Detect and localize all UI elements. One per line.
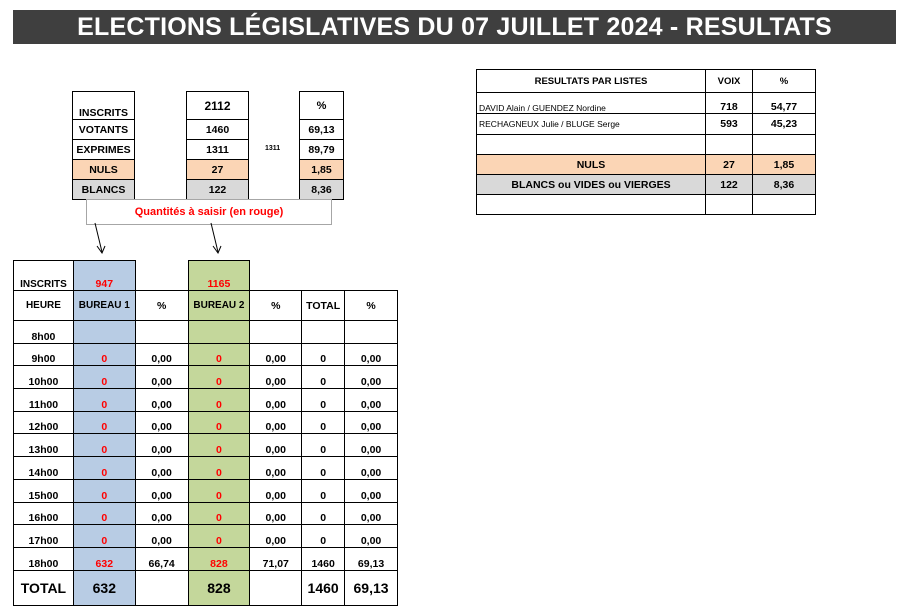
summary-value: 27: [187, 160, 249, 180]
hour-cell-b1: 0: [73, 343, 135, 366]
hour-cell-t: 1460: [302, 547, 345, 570]
hour-cell-t: 0: [302, 479, 345, 502]
summary-label: BLANCS: [73, 180, 135, 200]
hour-cell-p1: 0,00: [135, 411, 188, 434]
hour-cell-b2: 0: [188, 389, 250, 412]
hour-cell-b2: 0: [188, 457, 250, 480]
blank-cell: [135, 570, 188, 605]
list-name: DAVID Alain / GUENDEZ Nordine: [477, 93, 706, 114]
blank-cell: [477, 135, 706, 155]
summary-label: INSCRITS: [73, 92, 135, 120]
hour-cell-h: 15h00: [14, 479, 74, 502]
header-bureau2: BUREAU 2: [188, 291, 250, 321]
hour-cell-h: 13h00: [14, 434, 74, 457]
hour-cell-b2: 828: [188, 547, 250, 570]
blank-cell: [477, 195, 706, 215]
hour-cell-pt: 0,00: [345, 389, 398, 412]
hour-row: [14, 502, 398, 525]
summary-value: 1311: [187, 140, 249, 160]
list-pct: 54,77: [753, 93, 816, 114]
hour-cell-b2: 0: [188, 502, 250, 525]
hour-cell-p2: 0,00: [250, 457, 302, 480]
hour-cell-b1: 0: [73, 434, 135, 457]
hour-cell-pt: 0,00: [345, 479, 398, 502]
nuls-voix: 27: [706, 155, 753, 175]
total-t: 1460: [302, 570, 345, 605]
hour-cell-b2: 0: [188, 366, 250, 389]
arrow-icon: [90, 222, 110, 258]
hour-cell-p1: 0,00: [135, 343, 188, 366]
hour-cell-h: 18h00: [14, 547, 74, 570]
summary-label: EXPRIMES: [73, 140, 135, 160]
hour-cell-p2: 0,00: [250, 366, 302, 389]
hour-cell-b2: 0: [188, 525, 250, 548]
hour-cell-t: [302, 321, 345, 344]
summary-value: 2112: [187, 92, 249, 120]
list-pct: 45,23: [753, 114, 816, 135]
total-label: TOTAL: [14, 570, 74, 605]
stray-value: 1311: [265, 145, 281, 152]
summary-value: 1460: [187, 120, 249, 140]
hour-cell-b1: 0: [73, 525, 135, 548]
nuls-label: NULS: [477, 155, 706, 175]
hourly-table: [13, 260, 398, 606]
header-heure: HEURE: [14, 291, 74, 321]
hour-cell-pt: 0,00: [345, 502, 398, 525]
hour-cell-pt: 0,00: [345, 525, 398, 548]
header-pct: %: [345, 291, 398, 321]
summary-values-table: [186, 91, 249, 200]
header-total: TOTAL: [302, 291, 345, 321]
hour-cell-p2: 0,00: [250, 525, 302, 548]
hour-cell-p1: 0,00: [135, 389, 188, 412]
hour-cell-h: 10h00: [14, 366, 74, 389]
summary-pct: 69,13: [300, 120, 344, 140]
hour-cell-h: 12h00: [14, 411, 74, 434]
hour-row: [14, 321, 398, 344]
hour-cell-h: 16h00: [14, 502, 74, 525]
summary-pct-header: %: [300, 92, 344, 120]
arrow-icon: [206, 222, 226, 258]
hour-cell-b1: 632: [73, 547, 135, 570]
header-bureau1: BUREAU 1: [73, 291, 135, 321]
blank-cell: [250, 261, 302, 291]
hour-row: [14, 547, 398, 570]
hour-row: [14, 525, 398, 548]
total-b1: 632: [73, 570, 135, 605]
hour-cell-pt: 0,00: [345, 366, 398, 389]
hour-cell-pt: 69,13: [345, 547, 398, 570]
hour-cell-p1: 0,00: [135, 457, 188, 480]
list-voix: 593: [706, 114, 753, 135]
summary-label: VOTANTS: [73, 120, 135, 140]
summary-label: NULS: [73, 160, 135, 180]
hour-cell-p1: 0,00: [135, 366, 188, 389]
summary-labels-table: [72, 91, 135, 200]
hour-row: [14, 457, 398, 480]
blancs-label: BLANCS ou VIDES ou VIERGES: [477, 175, 706, 195]
inscrits-label: INSCRITS: [14, 261, 74, 291]
hour-cell-b2: 0: [188, 479, 250, 502]
blank-cell: [302, 261, 345, 291]
inscrits-b2: 1165: [188, 261, 250, 291]
hour-cell-h: 11h00: [14, 389, 74, 412]
hour-cell-pt: 0,00: [345, 343, 398, 366]
hour-cell-p1: 0,00: [135, 479, 188, 502]
results-header-list: RESULTATS PAR LISTES: [477, 70, 706, 93]
hour-cell-p2: 0,00: [250, 479, 302, 502]
hour-cell-t: 0: [302, 502, 345, 525]
hour-cell-t: 0: [302, 457, 345, 480]
blank-cell: [753, 135, 816, 155]
hour-cell-b1: 0: [73, 457, 135, 480]
hour-cell-t: 0: [302, 411, 345, 434]
hour-cell-b2: [188, 321, 250, 344]
blank-cell: [706, 135, 753, 155]
hour-row: [14, 434, 398, 457]
blank-cell: [345, 261, 398, 291]
hour-cell-p1: 0,00: [135, 434, 188, 457]
hour-cell-h: 14h00: [14, 457, 74, 480]
blank-cell: [135, 261, 188, 291]
blancs-pct: 8,36: [753, 175, 816, 195]
hour-cell-b1: [73, 321, 135, 344]
total-pt: 69,13: [345, 570, 398, 605]
hour-cell-b1: 0: [73, 366, 135, 389]
blank-cell: [250, 570, 302, 605]
summary-pct: 8,36: [300, 180, 344, 200]
list-voix: 718: [706, 93, 753, 114]
hour-cell-p2: 0,00: [250, 343, 302, 366]
blank-cell: [706, 195, 753, 215]
hour-cell-t: 0: [302, 434, 345, 457]
hour-cell-t: 0: [302, 343, 345, 366]
inscrits-b1: 947: [73, 261, 135, 291]
hour-cell-p2: 71,07: [250, 547, 302, 570]
summary-value: 122: [187, 180, 249, 200]
hour-cell-t: 0: [302, 525, 345, 548]
total-b2: 828: [188, 570, 250, 605]
hour-row: [14, 366, 398, 389]
page-title: ELECTIONS LÉGISLATIVES DU 07 JUILLET 2024 - RESULTATS: [13, 10, 896, 44]
hour-cell-p2: 0,00: [250, 434, 302, 457]
hour-cell-h: 9h00: [14, 343, 74, 366]
hour-row: [14, 389, 398, 412]
hour-cell-b1: 0: [73, 389, 135, 412]
hour-cell-t: 0: [302, 389, 345, 412]
hour-row: [14, 411, 398, 434]
hour-cell-h: 17h00: [14, 525, 74, 548]
blank-cell: [753, 195, 816, 215]
hour-cell-p1: 0,00: [135, 525, 188, 548]
header-pct: %: [135, 291, 188, 321]
hour-cell-h: 8h00: [14, 321, 74, 344]
hour-cell-t: 0: [302, 366, 345, 389]
hour-row: [14, 343, 398, 366]
hour-cell-b2: 0: [188, 411, 250, 434]
hour-cell-b2: 0: [188, 343, 250, 366]
list-name: RECHAGNEUX Julie / BLUGE Serge: [477, 114, 706, 135]
hour-cell-p1: 0,00: [135, 502, 188, 525]
hour-cell-p2: [250, 321, 302, 344]
header-pct: %: [250, 291, 302, 321]
hour-cell-p2: 0,00: [250, 502, 302, 525]
hour-cell-b1: 0: [73, 502, 135, 525]
hour-cell-p2: 0,00: [250, 389, 302, 412]
hour-cell-pt: 0,00: [345, 411, 398, 434]
blancs-voix: 122: [706, 175, 753, 195]
hour-cell-pt: 0,00: [345, 457, 398, 480]
results-header-voix: VOIX: [706, 70, 753, 93]
results-header-pct: %: [753, 70, 816, 93]
hour-cell-b1: 0: [73, 411, 135, 434]
hour-cell-p1: 66,74: [135, 547, 188, 570]
results-table: [476, 69, 816, 215]
nuls-pct: 1,85: [753, 155, 816, 175]
hour-cell-p2: 0,00: [250, 411, 302, 434]
hour-cell-b2: 0: [188, 434, 250, 457]
hour-cell-b1: 0: [73, 479, 135, 502]
input-note: Quantités à saisir (en rouge): [86, 199, 332, 225]
summary-pct: 1,85: [300, 160, 344, 180]
hour-cell-p1: [135, 321, 188, 344]
hour-cell-pt: 0,00: [345, 434, 398, 457]
summary-pct-table: [299, 91, 344, 200]
summary-pct: 89,79: [300, 140, 344, 160]
hour-row: [14, 479, 398, 502]
hour-cell-pt: [345, 321, 398, 344]
